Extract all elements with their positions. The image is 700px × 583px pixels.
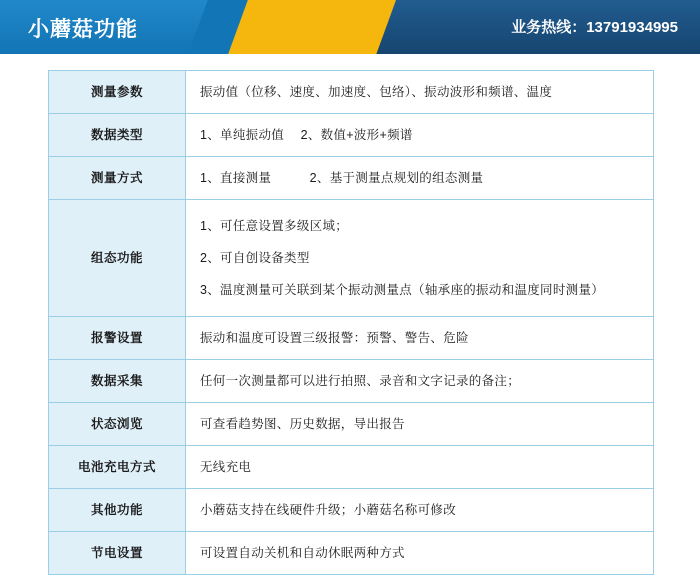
row-value-line: 振动值（位移、速度、加速度、包络）、振动波形和频谱、温度: [200, 85, 553, 99]
table-row: [49, 157, 654, 200]
spec-table: [48, 70, 654, 575]
row-value-line: 无线充电: [200, 460, 252, 474]
page-title: 小蘑菇功能: [28, 18, 138, 41]
row-value: [186, 489, 654, 532]
row-label: 节电设置: [49, 532, 186, 575]
table-row: [49, 317, 654, 360]
row-value: [186, 157, 654, 200]
row-value: [186, 317, 654, 360]
row-label: 电池充电方式: [49, 446, 186, 489]
table-row: [49, 489, 654, 532]
row-value-line: 3、温度测量可关联到某个振动测量点（轴承座的振动和温度同时测量）: [200, 283, 605, 297]
row-value-line: 可查看趋势图、历史数据，导出报告: [200, 417, 405, 431]
row-value-line: 小蘑菇支持在线硬件升级；小蘑菇名称可修改: [200, 503, 457, 517]
row-value-line: 可设置自动关机和自动休眠两种方式: [200, 546, 405, 560]
table-row: [49, 403, 654, 446]
spec-table-wrapper: [48, 70, 654, 575]
table-row: [49, 360, 654, 403]
table-row: [49, 114, 654, 157]
row-label: 报警设置: [49, 317, 186, 360]
row-label: 测量参数: [49, 71, 186, 114]
row-value: [186, 114, 654, 157]
table-row: [49, 446, 654, 489]
row-value: [186, 360, 654, 403]
row-value: [186, 71, 654, 114]
row-value-line: 任何一次测量都可以进行拍照、录音和文字记录的备注；: [200, 374, 521, 388]
table-row: [49, 200, 654, 317]
row-value-line: 2、可自创设备类型: [200, 251, 310, 265]
row-label: 数据类型: [49, 114, 186, 157]
row-value-line: 1、可任意设置多级区域；: [200, 219, 349, 233]
row-value-line: 1、单纯振动值 2、数值+波形+频谱: [200, 128, 413, 142]
row-label: 组态功能: [49, 200, 186, 317]
row-label: 状态浏览: [49, 403, 186, 446]
row-value: [186, 403, 654, 446]
row-label: 数据采集: [49, 360, 186, 403]
row-label: 其他功能: [49, 489, 186, 532]
table-row: [49, 71, 654, 114]
page-header: [0, 0, 700, 58]
table-row: [49, 532, 654, 575]
row-value-line: 振动和温度可设置三级报警：预警、警告、危险: [200, 331, 469, 345]
row-value-line: 1、直接测量 2、基于测量点规划的组态测量: [200, 171, 484, 185]
row-value: [186, 446, 654, 489]
row-value: [186, 200, 654, 317]
row-value: [186, 532, 654, 575]
hotline-text: 业务热线：13791934995: [511, 19, 678, 36]
row-label: 测量方式: [49, 157, 186, 200]
